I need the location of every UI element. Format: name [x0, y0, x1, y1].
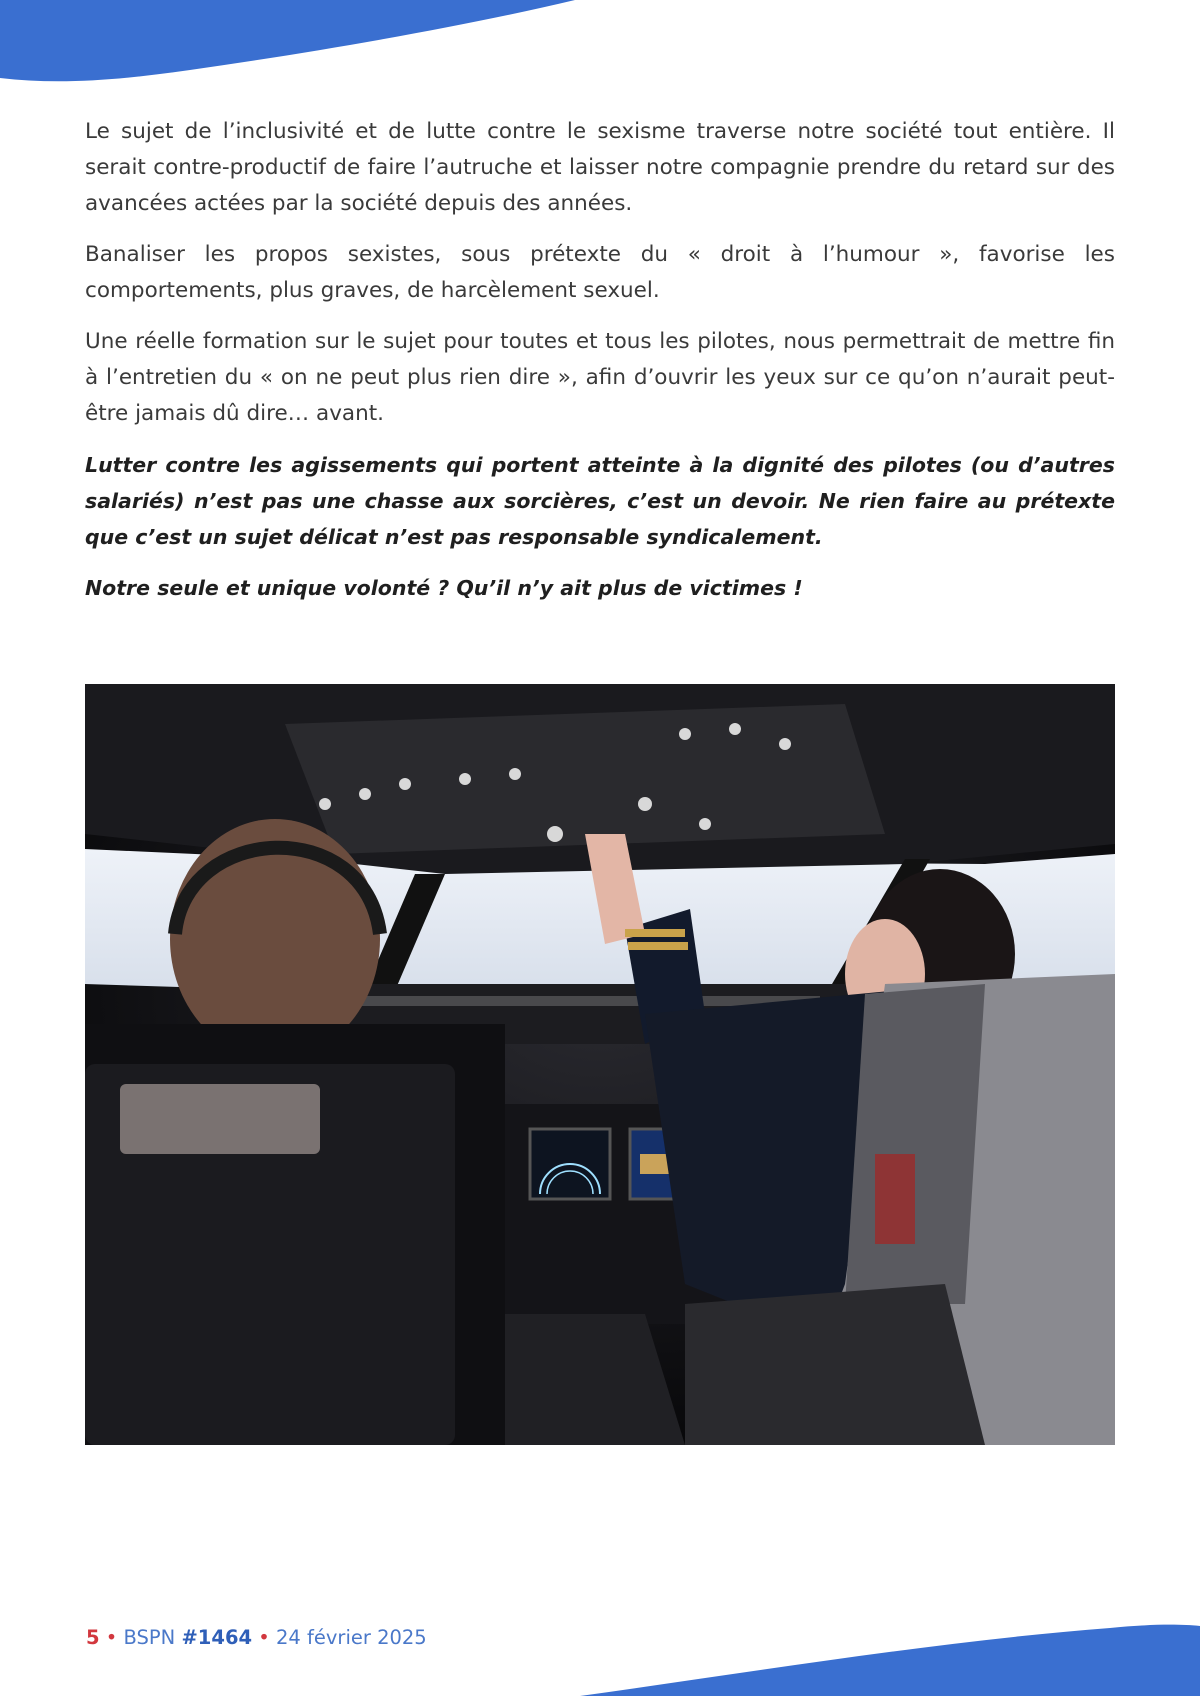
- article-body: [85, 114, 1115, 621]
- footer-separator: •: [105, 1626, 118, 1649]
- page-number: 5: [86, 1626, 100, 1649]
- footer-separator-2: •: [258, 1626, 270, 1649]
- cockpit-photo: [85, 684, 1115, 1445]
- top-wave-decoration: [0, 0, 600, 90]
- bottom-wave-decoration: [0, 1606, 1200, 1696]
- issue-date: 24 février 2025: [276, 1626, 427, 1649]
- paragraph-2: Banaliser les propos sexistes, sous prétexte du « droit à l’humour », favorise les comportements, plus graves, de harcèlement sexuel.: [85, 242, 1115, 303]
- paragraph-1: Le sujet de l’inclusivité et de lutte contre le sexisme traverse notre société tout entière. Il serait contre-productif de faire l’autruche et laisser notre compagnie prendre du retard sur des avancées actées par la société depuis des années.: [85, 119, 1115, 216]
- cockpit-photo-icon: [85, 684, 1115, 1445]
- page-footer: [86, 1626, 427, 1649]
- paragraph-3: Une réelle formation sur le sujet pour toutes et tous les pilotes, nous permettrait de mettre fin à l’entretien du « on ne peut plus rien dire », afin d’ouvrir les yeux sur ce qu’on n’aurait peut-être jamais dû dire… avant.: [85, 329, 1115, 426]
- emphasis-paragraph-1: Lutter contre les agissements qui portent atteinte à la dignité des pilotes (ou d’autres salariés) n’est pas une chasse aux sorcières, c’est un devoir. Ne rien faire au prétexte que c’est un sujet délicat n’est pas responsable syndicalement.: [85, 453, 1115, 549]
- emphasis-paragraph-2: Notre seule et unique volonté ? Qu’il n’y ait plus de victimes !: [85, 576, 803, 600]
- issue-number: #1464: [181, 1626, 253, 1649]
- publication-name: BSPN: [123, 1626, 176, 1649]
